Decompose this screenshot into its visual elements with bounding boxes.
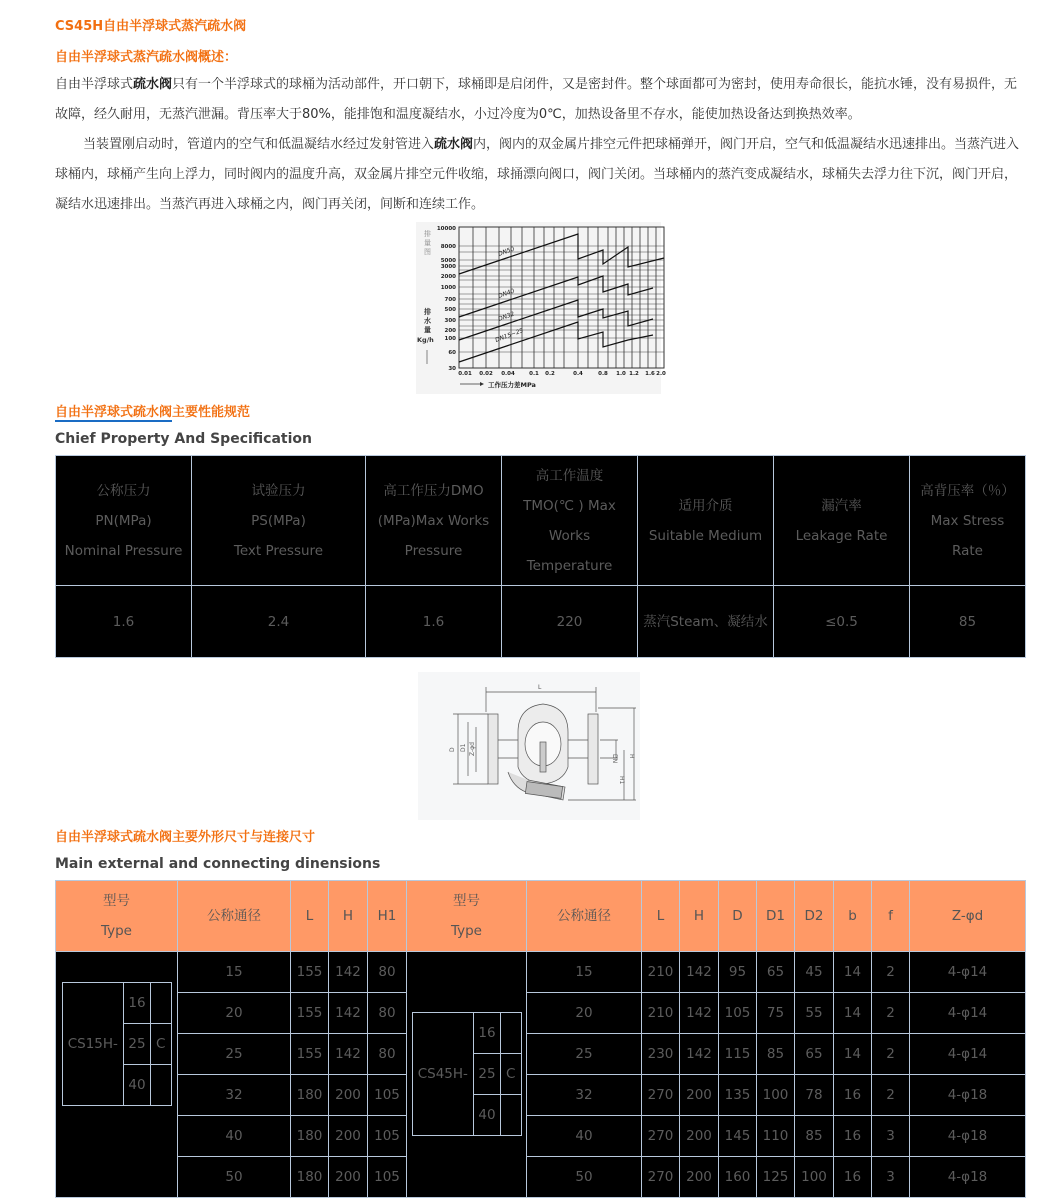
- cell-d2: 55: [795, 993, 834, 1034]
- svg-text:DN: DN: [611, 754, 618, 764]
- cell-b: 14: [834, 1034, 872, 1075]
- chart-title-char: 排: [424, 230, 431, 238]
- diagram-label-l: L: [538, 684, 542, 691]
- cell-h: 200: [329, 1157, 368, 1198]
- spec-header-cell: 漏汽率 Leakage Rate: [774, 456, 910, 586]
- cell-f: 3: [872, 1157, 910, 1198]
- cell-d1: 100: [757, 1075, 795, 1116]
- svg-text:0.2: 0.2: [545, 371, 555, 377]
- dim-header-h: H: [680, 881, 719, 952]
- cell-d: 135: [719, 1075, 757, 1116]
- cell-h1: 80: [368, 952, 407, 993]
- svg-text:0.01: 0.01: [458, 371, 472, 377]
- cell-h1: 80: [368, 1034, 407, 1075]
- cell-dn: 20: [178, 993, 291, 1034]
- svg-text:DN15~25: DN15~25: [494, 327, 525, 344]
- spec-value-cell: 蒸汽Steam、凝结水: [638, 586, 774, 658]
- cell-l: 155: [291, 993, 329, 1034]
- cell-h: 200: [680, 1075, 719, 1116]
- capacity-chart-image: [416, 222, 666, 394]
- svg-text:200: 200: [444, 328, 456, 334]
- svg-text:10000: 10000: [436, 226, 456, 232]
- cell-h: 200: [680, 1116, 719, 1157]
- cell-dn: 40: [178, 1116, 291, 1157]
- dim-header-type: 型号 Type: [407, 881, 527, 952]
- spec-value-cell: 85: [910, 586, 1026, 658]
- cell-dn: 15: [178, 952, 291, 993]
- cell-l: 270: [642, 1157, 680, 1198]
- dim-header-d: D: [719, 881, 757, 952]
- type-prefix: CS45H-: [412, 1013, 474, 1136]
- svg-text:排: 排: [424, 308, 431, 316]
- type-pn: 40: [124, 1065, 151, 1106]
- cell-h: 200: [680, 1157, 719, 1198]
- spec-value-cell: 1.6: [366, 586, 502, 658]
- spec-header-row: [56, 456, 1026, 586]
- cell-d: 160: [719, 1157, 757, 1198]
- svg-text:Kg/h: Kg/h: [417, 336, 434, 344]
- valve-section-diagram: [418, 672, 640, 820]
- spec-header-cell: 试验压力 PS(MPa) Text Pressure: [192, 456, 366, 586]
- spec-header-cell: 适用介质 Suitable Medium: [638, 456, 774, 586]
- svg-text:H1: H1: [618, 776, 625, 785]
- type-pn: 25: [474, 1054, 501, 1095]
- spec-header-cell: 高背压率（％） Max Stress Rate: [910, 456, 1026, 586]
- paragraph-text: 只有一个半浮球式的球桶为活动部件，开口朝下，球桶即是启闭件，又是密封件。整个球面都可为密封，使用寿命很长，能抗水锤，没有易损件，无故障，经久耐用，无蒸汽泄漏。背压率大于80%，能排饱和温度凝结水，小过冷度为0℃，加热设备里不存水，能使加热设备达到换热效率。: [55, 77, 1018, 122]
- spec-section-heading-en: Chief Property And Specification: [55, 431, 312, 447]
- type-pn: 25: [124, 1024, 151, 1065]
- cell-h: 142: [329, 993, 368, 1034]
- svg-text:1.6: 1.6: [645, 371, 655, 377]
- table-row: [56, 1157, 1026, 1198]
- spec-value-cell: 1.6: [56, 586, 192, 658]
- svg-text:500: 500: [444, 307, 456, 313]
- type-cell-cs45h: [407, 952, 527, 1198]
- cell-h: 142: [329, 1034, 368, 1075]
- dim-header-d2: D2: [795, 881, 834, 952]
- cell-d: 105: [719, 993, 757, 1034]
- type-box: [412, 1012, 522, 1136]
- cell-d1: 110: [757, 1116, 795, 1157]
- dim-header-row: [56, 881, 1026, 952]
- dim-header-h: H: [329, 881, 368, 952]
- type-pn: 16: [124, 983, 151, 1024]
- dim-section-heading: 自由半浮球式疏水阀主要外形尺寸与连接尺寸: [55, 830, 316, 845]
- cell-d1: 85: [757, 1034, 795, 1075]
- svg-text:300: 300: [444, 318, 456, 324]
- cell-l: 180: [291, 1075, 329, 1116]
- cell-h: 142: [680, 1034, 719, 1075]
- cell-b: 16: [834, 1157, 872, 1198]
- svg-text:H: H: [628, 754, 635, 759]
- spec-section-heading: [55, 401, 250, 420]
- svg-text:2000: 2000: [440, 274, 456, 280]
- cell-l: 210: [642, 993, 680, 1034]
- overview-heading: 自由半浮球式蒸汽疏水阀概述：: [55, 50, 238, 65]
- dim-header-d1: D1: [757, 881, 795, 952]
- dim-header-l: L: [291, 881, 329, 952]
- table-row: [56, 1034, 1026, 1075]
- svg-text:3000: 3000: [440, 264, 456, 270]
- spec-heading-link[interactable]: 自由半浮球式疏水阀: [55, 405, 173, 420]
- svg-text:水: 水: [424, 317, 431, 325]
- cell-d2: 65: [795, 1034, 834, 1075]
- series-label-dn50: DN50: [497, 245, 516, 258]
- cell-d: 115: [719, 1034, 757, 1075]
- svg-text:DN40: DN40: [497, 287, 516, 300]
- type-pn: 16: [474, 1013, 501, 1054]
- cell-z: 4-φ14: [910, 952, 1026, 993]
- dim-header-dn: 公称通径: [178, 881, 291, 952]
- dim-header-b: b: [834, 881, 872, 952]
- svg-text:700: 700: [444, 297, 456, 303]
- svg-text:DN32: DN32: [497, 310, 516, 323]
- type-cell-cs15h: [56, 952, 178, 1198]
- cell-dn: 50: [178, 1157, 291, 1198]
- dim-header-h1: H1: [368, 881, 407, 952]
- svg-text:60: 60: [448, 350, 456, 356]
- cell-dn: 50: [527, 1157, 642, 1198]
- cell-dn: 40: [527, 1116, 642, 1157]
- type-suffix: C: [500, 1054, 521, 1095]
- svg-text:D1: D1: [460, 743, 467, 752]
- spec-header-cell: 高工作压力DMO (MPa)Max Works Pressure: [366, 456, 502, 586]
- cell-h: 142: [329, 952, 368, 993]
- svg-text:0.8: 0.8: [598, 371, 608, 377]
- cell-l: 180: [291, 1157, 329, 1198]
- cell-f: 2: [872, 1034, 910, 1075]
- svg-text:0.1: 0.1: [529, 371, 539, 377]
- cell-f: 3: [872, 1116, 910, 1157]
- svg-text:0.02: 0.02: [479, 371, 493, 377]
- cell-h: 142: [680, 952, 719, 993]
- dim-header-l: L: [642, 881, 680, 952]
- cell-b: 14: [834, 993, 872, 1034]
- svg-text:1.0: 1.0: [616, 371, 626, 377]
- cell-d2: 100: [795, 1157, 834, 1198]
- cell-l: 180: [291, 1116, 329, 1157]
- page-title: CS45H自由半浮球式蒸汽疏水阀: [55, 19, 247, 34]
- type-box: [62, 982, 172, 1106]
- dim-section-heading-en: Main external and connecting dinensions: [55, 856, 381, 872]
- svg-text:5000: 5000: [440, 258, 456, 264]
- cell-z: 4-φ18: [910, 1075, 1026, 1116]
- spec-table: [55, 455, 1026, 658]
- cell-d1: 75: [757, 993, 795, 1034]
- dim-header-dn: 公称通径: [527, 881, 642, 952]
- svg-text:工作压力差MPa: 工作压力差MPa: [488, 381, 536, 389]
- cell-d1: 65: [757, 952, 795, 993]
- cell-f: 2: [872, 993, 910, 1034]
- paragraph-text: 内，阀内的双金属片排空元件把球桶弹开，阀门开启，空气和低温凝结水迅速排出。当蒸汽进入球桶内，球桶产生向上浮力，同时阀内的温度升高，双金属片排空元件收缩，球捅漂向阀口，阀门关闭。当球桶内的蒸汽变成凝结水，球桶失去浮力往下沉，阀门开启，凝结水迅速排出。当蒸汽再进入球桶之内，阀门再关闭，间断和连续工作。: [55, 137, 1020, 212]
- cell-b: 16: [834, 1116, 872, 1157]
- cell-l: 270: [642, 1116, 680, 1157]
- cell-d2: 78: [795, 1075, 834, 1116]
- svg-text:图: 图: [424, 248, 431, 256]
- cell-l: 155: [291, 1034, 329, 1075]
- cell-d2: 45: [795, 952, 834, 993]
- cell-d: 145: [719, 1116, 757, 1157]
- dim-header-z: Z-φd: [910, 881, 1026, 952]
- cell-f: 2: [872, 952, 910, 993]
- cell-dn: 25: [527, 1034, 642, 1075]
- svg-text:0.4: 0.4: [573, 371, 583, 377]
- cell-h1: 80: [368, 993, 407, 1034]
- spec-header-cell: 高工作温度 TMO(℃ ) Max Works Temperature: [502, 456, 638, 586]
- cell-dn: 32: [527, 1075, 642, 1116]
- cell-l: 270: [642, 1075, 680, 1116]
- cell-l: 230: [642, 1034, 680, 1075]
- svg-text:30: 30: [448, 366, 456, 372]
- overview-paragraph-2: [55, 130, 1025, 220]
- cell-dn: 15: [527, 952, 642, 993]
- spec-heading-text: 主要性能规范: [172, 405, 251, 420]
- svg-text:Z-φd: Z-φd: [469, 742, 476, 756]
- spec-value-cell: 2.4: [192, 586, 366, 658]
- cell-h1: 105: [368, 1116, 407, 1157]
- keyword-link[interactable]: 疏水阀: [133, 77, 173, 92]
- type-pn: 40: [474, 1095, 501, 1136]
- cell-d1: 125: [757, 1157, 795, 1198]
- keyword-link[interactable]: 疏水阀: [434, 137, 474, 152]
- type-prefix: CS15H-: [62, 983, 124, 1106]
- cell-dn: 25: [178, 1034, 291, 1075]
- spec-value-cell: 220: [502, 586, 638, 658]
- svg-text:量: 量: [424, 326, 431, 334]
- cell-h1: 105: [368, 1075, 407, 1116]
- table-row: [56, 952, 1026, 993]
- svg-text:2.0: 2.0: [656, 371, 666, 377]
- cell-h: 200: [329, 1116, 368, 1157]
- overview-paragraph-1: [55, 70, 1025, 130]
- cell-z: 4-φ18: [910, 1157, 1026, 1198]
- cell-dn: 32: [178, 1075, 291, 1116]
- spec-value-row: [56, 586, 1026, 658]
- table-row: [56, 1116, 1026, 1157]
- cell-z: 4-φ18: [910, 1116, 1026, 1157]
- cell-b: 16: [834, 1075, 872, 1116]
- cell-z: 4-φ14: [910, 993, 1026, 1034]
- dim-header-f: f: [872, 881, 910, 952]
- svg-text:1.2: 1.2: [629, 371, 639, 377]
- cell-d2: 85: [795, 1116, 834, 1157]
- spec-value-cell: ≤0.5: [774, 586, 910, 658]
- svg-text:量: 量: [424, 239, 431, 247]
- cell-h: 200: [329, 1075, 368, 1116]
- cell-f: 2: [872, 1075, 910, 1116]
- cell-dn: 20: [527, 993, 642, 1034]
- type-suffix: C: [150, 1024, 171, 1065]
- dim-header-type: 型号 Type: [56, 881, 178, 952]
- svg-text:100: 100: [444, 336, 456, 342]
- svg-text:0.04: 0.04: [501, 371, 515, 377]
- svg-text:D: D: [449, 747, 456, 752]
- cell-l: 155: [291, 952, 329, 993]
- paragraph-text: 当装置刚启动时，管道内的空气和低温凝结水经过发射管进入: [83, 137, 435, 152]
- cell-z: 4-φ14: [910, 1034, 1026, 1075]
- cell-l: 210: [642, 952, 680, 993]
- cell-b: 14: [834, 952, 872, 993]
- spec-header-cell: 公称压力 PN(MPa) Nominal Pressure: [56, 456, 192, 586]
- svg-text:1000: 1000: [440, 285, 456, 291]
- table-row: [56, 1075, 1026, 1116]
- cell-d: 95: [719, 952, 757, 993]
- svg-text:8000: 8000: [440, 244, 456, 250]
- paragraph-text: 自由半浮球式: [55, 77, 134, 92]
- table-row: [56, 993, 1026, 1034]
- dimension-table: [55, 880, 1026, 1198]
- cell-h: 142: [680, 993, 719, 1034]
- cell-h1: 105: [368, 1157, 407, 1198]
